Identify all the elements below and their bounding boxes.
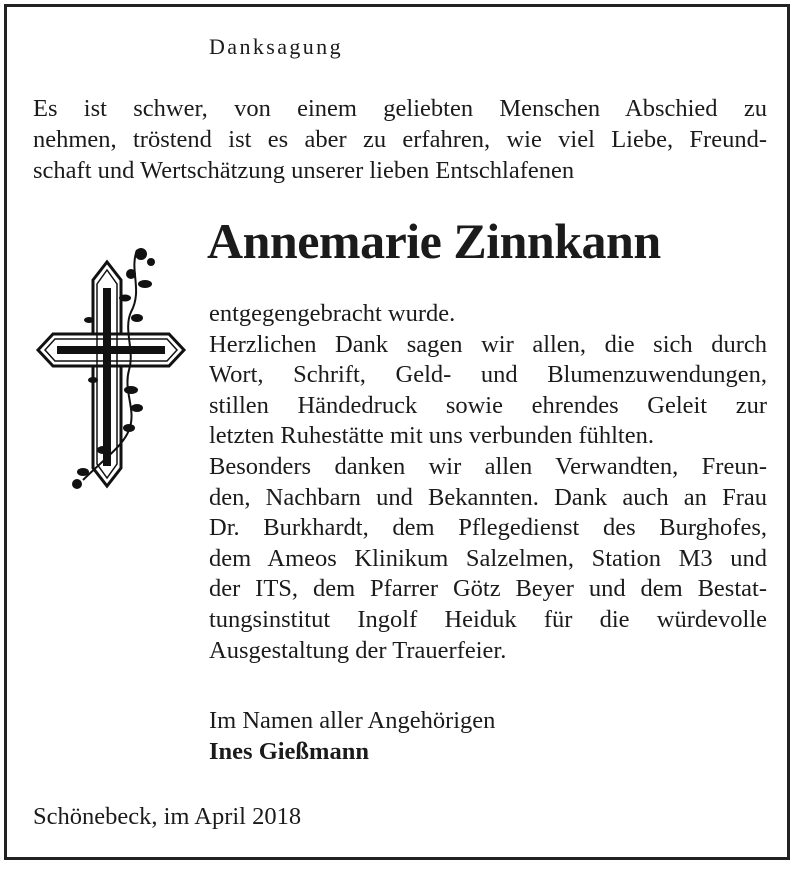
place-date: Schönebeck, im April 2018 (33, 803, 302, 830)
intro-paragraph (33, 93, 767, 186)
body-paragraph (209, 299, 767, 666)
signature-block (209, 705, 495, 767)
intro-line: nehmen, tröstend ist es aber zu erfahren, wie viel Liebe, Freund- (33, 126, 767, 153)
body-line: tungsinstitut Ingolf Heiduk für die würdevolle (209, 605, 767, 633)
body-line: Dr. Burkhardt, dem Pflegedienst des Burghofes, (209, 514, 767, 542)
body-line: Wort, Schrift, Geld- und Blumenzuwendungen, (209, 361, 767, 389)
body-line: letzten Ruhestätte mit uns verbunden fühlten. (209, 422, 654, 450)
body-line: Ausgestaltung der Trauerfeier. (209, 636, 507, 664)
body-line: dem Ameos Klinikum Salzelmen, Station M3 und (209, 544, 767, 572)
signature-name: Ines Gießmann (209, 738, 369, 765)
body-line: entgegengebracht wurde. (209, 300, 456, 327)
intro-line: schaft und Wertschätzung unserer lieben Entschlafenen (33, 157, 575, 184)
body-line: Herzlichen Dank sagen wir allen, die sich durch (209, 330, 767, 358)
signature-intro: Im Namen aller Angehörigen (209, 707, 496, 734)
intro-line: Es ist schwer, von einem geliebten Menschen Abschied zu (33, 95, 767, 122)
body-line: den, Nachbarn und Bekannten. Dank auch an Frau (209, 483, 767, 511)
body-line: Besonders danken wir allen Verwandten, Freun- (209, 452, 767, 480)
notice-heading: Danksagung (209, 34, 343, 59)
deceased-name: Annemarie Zinnkann (207, 213, 661, 269)
body-line: stillen Händedruck sowie ehrendes Geleit zur (209, 391, 767, 419)
cross-with-roses-icon (33, 240, 193, 495)
body-line: der ITS, dem Pfarrer Götz Beyer und dem Bestat- (209, 575, 767, 603)
